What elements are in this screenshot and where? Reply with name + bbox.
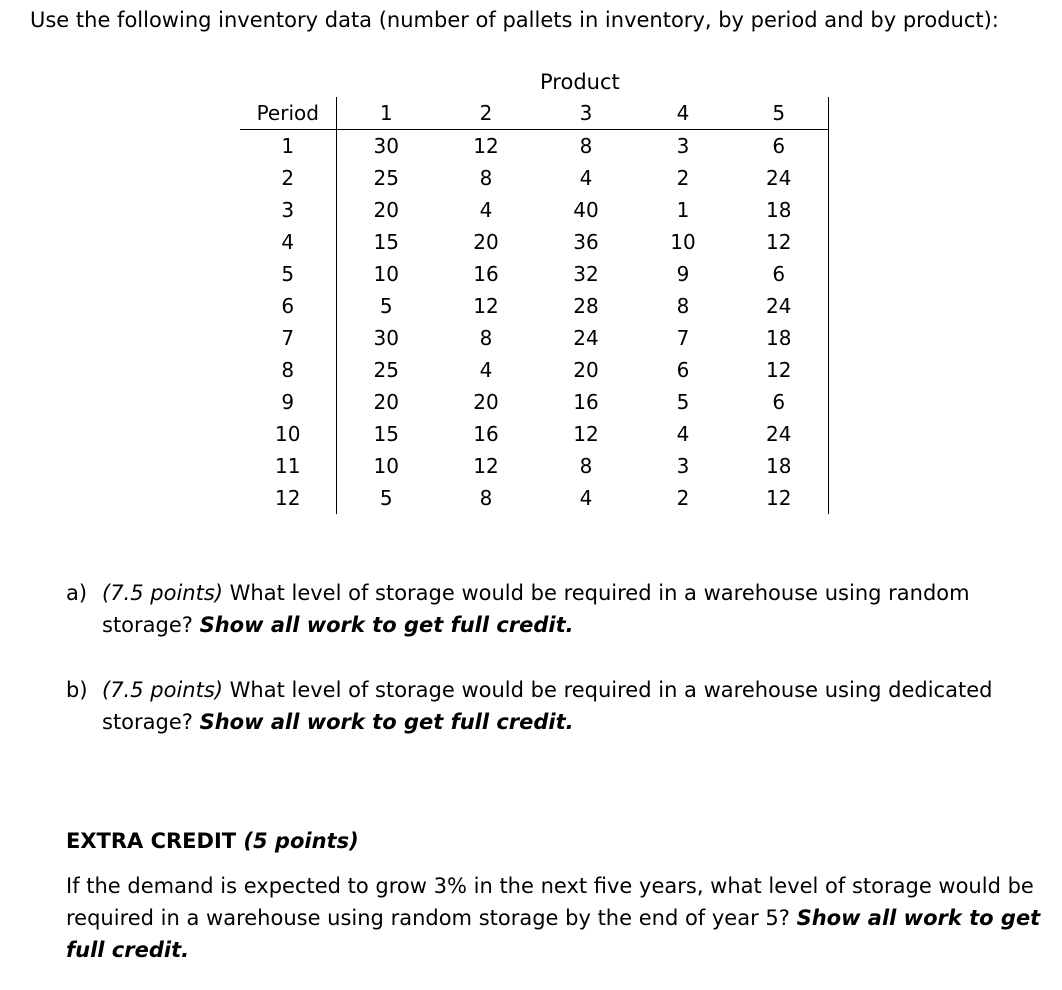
inventory-cell: 15 <box>373 422 399 446</box>
question-b-points: (7.5 points) <box>102 678 223 702</box>
inventory-cell: 20 <box>373 198 399 222</box>
period-cell: 10 <box>240 418 336 450</box>
inventory-cell: 3 <box>676 454 690 478</box>
period-cell: 8 <box>240 354 336 386</box>
inventory-cell: 12 <box>473 134 499 158</box>
period-cell: 11 <box>240 450 336 482</box>
question-b-label: b) <box>66 678 88 702</box>
inventory-cell: 5 <box>379 486 393 510</box>
inventory-cell: 7 <box>676 326 690 350</box>
table-row <box>240 226 828 258</box>
inventory-table <box>240 97 829 514</box>
inventory-cell: 24 <box>730 290 828 322</box>
inventory-cell: 12 <box>730 482 828 514</box>
inventory-cell: 16 <box>473 262 499 286</box>
question-a-label: a) <box>66 581 88 605</box>
table-row <box>240 418 828 450</box>
inventory-cell: 12 <box>473 294 499 318</box>
inventory-cell: 8 <box>479 166 493 190</box>
inventory-cell: 28 <box>573 294 599 318</box>
inventory-cell: 8 <box>479 486 493 510</box>
inventory-cell: 25 <box>373 358 399 382</box>
inventory-cell: 16 <box>573 390 599 414</box>
inventory-cell: 10 <box>373 454 399 478</box>
table-body <box>240 130 828 515</box>
extra-credit-points: (5 points) <box>243 829 359 853</box>
extra-credit-text: If the demand is expected to grow 3% in the next five years, what level of storage would be required in a warehouse using random storage by the end of year 5? <box>66 874 1034 930</box>
product-column-header: 4 <box>636 97 730 130</box>
inventory-cell: 4 <box>579 486 593 510</box>
extra-credit-body <box>66 870 1041 966</box>
inventory-cell: 4 <box>479 358 493 382</box>
inventory-cell: 9 <box>676 262 690 286</box>
table-header-row <box>240 97 828 130</box>
inventory-cell: 20 <box>573 358 599 382</box>
product-header: Product <box>540 70 620 94</box>
period-cell: 4 <box>240 226 336 258</box>
inventory-cell: 15 <box>373 230 399 254</box>
inventory-cell: 10 <box>373 262 399 286</box>
inventory-cell: 2 <box>676 486 690 510</box>
question-b-body <box>102 674 1026 738</box>
period-cell: 7 <box>240 322 336 354</box>
inventory-cell: 6 <box>730 130 828 163</box>
product-column-header: 1 <box>336 97 436 130</box>
period-cell: 1 <box>240 130 336 163</box>
inventory-cell: 1 <box>676 198 690 222</box>
inventory-cell: 12 <box>730 226 828 258</box>
question-b <box>66 674 1026 738</box>
inventory-cell: 20 <box>473 230 499 254</box>
table-row <box>240 322 828 354</box>
extra-credit-title-text: EXTRA CREDIT <box>66 829 244 853</box>
question-a-text: What level of storage would be required in a warehouse using random storage? <box>102 581 970 637</box>
period-column-header: Period <box>240 97 336 130</box>
inventory-cell: 16 <box>473 422 499 446</box>
table-row <box>240 482 828 514</box>
table-row <box>240 386 828 418</box>
inventory-cell: 3 <box>676 134 690 158</box>
intro-text: Use the following inventory data (number of pallets in inventory, by period and by product): <box>30 8 999 32</box>
inventory-cell: 10 <box>670 230 696 254</box>
inventory-cell: 36 <box>573 230 599 254</box>
inventory-cell: 4 <box>579 166 593 190</box>
inventory-cell: 24 <box>730 162 828 194</box>
inventory-cell: 8 <box>579 134 593 158</box>
question-a-body <box>102 577 1026 641</box>
inventory-cell: 5 <box>379 294 393 318</box>
table-row <box>240 450 828 482</box>
inventory-cell: 6 <box>730 258 828 290</box>
product-column-header: 3 <box>536 97 636 130</box>
extra-credit-title <box>66 825 359 857</box>
inventory-cell: 5 <box>676 390 690 414</box>
inventory-cell: 20 <box>373 390 399 414</box>
inventory-cell: 32 <box>573 262 599 286</box>
inventory-cell: 20 <box>473 390 499 414</box>
table-row <box>240 290 828 322</box>
period-cell: 12 <box>240 482 336 514</box>
question-b-emphasis: Show all work to get full credit. <box>199 710 574 734</box>
inventory-cell: 8 <box>579 454 593 478</box>
extra-credit-emphasis: Show all work to get full credit. <box>66 906 1041 962</box>
question-b-text: What level of storage would be required in a warehouse using dedicated storage? <box>102 678 993 734</box>
inventory-cell: 30 <box>373 134 399 158</box>
question-a-points: (7.5 points) <box>102 581 223 605</box>
question-a-emphasis: Show all work to get full credit. <box>199 613 574 637</box>
inventory-cell: 24 <box>573 326 599 350</box>
inventory-cell: 6 <box>676 358 690 382</box>
inventory-cell: 12 <box>473 454 499 478</box>
inventory-cell: 4 <box>479 198 493 222</box>
question-a <box>66 577 1026 641</box>
period-cell: 6 <box>240 290 336 322</box>
inventory-cell: 25 <box>373 166 399 190</box>
period-cell: 2 <box>240 162 336 194</box>
period-cell: 3 <box>240 194 336 226</box>
table-row <box>240 130 828 163</box>
inventory-cell: 18 <box>730 194 828 226</box>
inventory-cell: 18 <box>730 450 828 482</box>
table-row <box>240 354 828 386</box>
inventory-cell: 18 <box>730 322 828 354</box>
table-row <box>240 194 828 226</box>
inventory-cell: 24 <box>730 418 828 450</box>
table-row <box>240 162 828 194</box>
inventory-cell: 8 <box>676 294 690 318</box>
inventory-cell: 30 <box>373 326 399 350</box>
inventory-cell: 6 <box>730 386 828 418</box>
inventory-cell: 2 <box>676 166 690 190</box>
product-column-header: 5 <box>730 97 828 130</box>
product-column-header: 2 <box>436 97 536 130</box>
inventory-cell: 40 <box>573 198 599 222</box>
inventory-cell: 8 <box>479 326 493 350</box>
inventory-cell: 12 <box>730 354 828 386</box>
period-cell: 9 <box>240 386 336 418</box>
inventory-cell: 12 <box>573 422 599 446</box>
period-cell: 5 <box>240 258 336 290</box>
inventory-cell: 4 <box>676 422 690 446</box>
table-row <box>240 258 828 290</box>
